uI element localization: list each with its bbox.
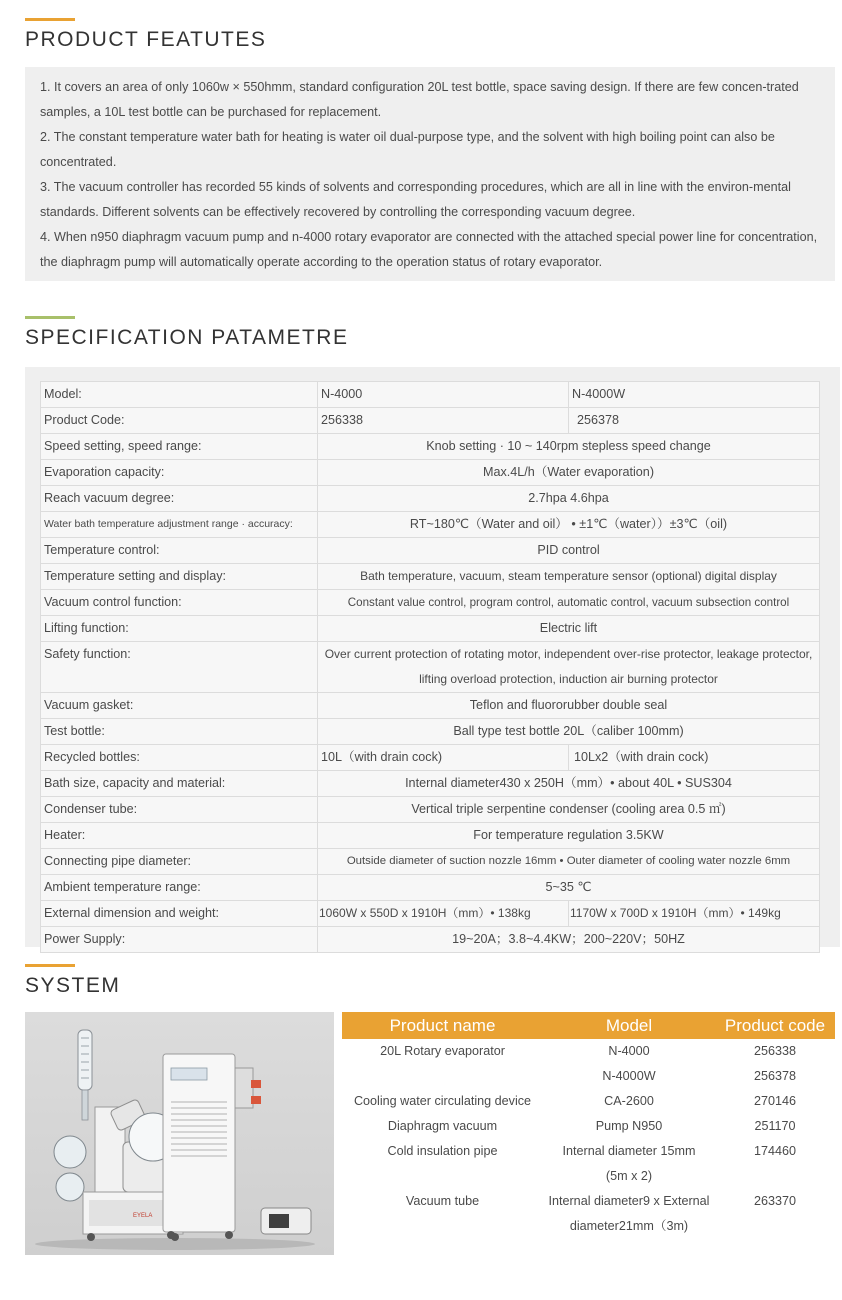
table-row (41, 745, 820, 771)
feature-item: 2. The constant temperature water bath for heating is water oil dual-purpose type, and the solvent with high boiling point can also be concentrated. (40, 130, 775, 169)
product-model: N-4000 (608, 1044, 650, 1058)
spec-value: N-4000W (569, 382, 820, 408)
table-row (342, 1139, 835, 1164)
spec-label: Speed setting, speed range: (41, 434, 318, 460)
product-code: 251170 (754, 1119, 796, 1133)
brand-logo: EYELA (133, 1213, 153, 1219)
system-title: SYSTEM (25, 974, 121, 997)
spec-label: Connecting pipe diameter: (41, 849, 318, 875)
feature-item: 1. It covers an area of only 1060w × 550hmm, standard configuration 20L test bottle, space saving design. If there are few concen-trated samples, a 10L test bottle can be purchased for replacement. (40, 80, 799, 119)
section-accent-bar (25, 964, 75, 967)
spec-value: PID control (318, 538, 820, 564)
product-name: Cooling water circulating device (353, 1094, 532, 1108)
table-row (342, 1114, 835, 1139)
features-panel (25, 67, 835, 281)
spec-label: Reach vacuum degree: (41, 486, 318, 512)
spec-label: Recycled bottles: (41, 745, 318, 771)
spec-label: Vacuum gasket: (41, 693, 318, 719)
spec-label: Vacuum control function: (41, 590, 318, 616)
table-row (41, 823, 820, 849)
table-row (41, 590, 820, 616)
table-row (342, 1089, 835, 1114)
table-row (342, 1214, 835, 1239)
spec-label: Temperature control: (41, 538, 318, 564)
spec-value: Max.4L/h（Water evaporation) (318, 460, 820, 486)
spec-value: 256378 (569, 408, 820, 434)
spec-label: Ambient temperature range: (41, 875, 318, 901)
spec-label: Safety function: (41, 642, 318, 693)
table-row (41, 382, 820, 408)
table-row (41, 616, 820, 642)
table-row (41, 486, 820, 512)
spec-label: Bath size, capacity and material: (41, 771, 318, 797)
spec-label: External dimension and weight: (41, 901, 318, 927)
section-accent-bar (25, 18, 75, 21)
table-row (41, 927, 820, 953)
spec-value: 10Lx2（with drain cock) (569, 745, 820, 771)
product-model: Internal diameter 15mm (562, 1144, 696, 1158)
column-header: Product code (724, 1016, 826, 1035)
spec-label: Lifting function: (41, 616, 318, 642)
system-table-header (342, 1012, 835, 1039)
table-row (41, 719, 820, 745)
spec-value: 2.7hpa 4.6hpa (318, 486, 820, 512)
spec-label: Test bottle: (41, 719, 318, 745)
table-row (41, 642, 820, 693)
product-name (342, 1064, 543, 1089)
table-row (41, 797, 820, 823)
spec-value: 10L（with drain cock) (318, 745, 569, 771)
table-row (342, 1064, 835, 1089)
table-row (342, 1189, 835, 1214)
spec-label: Evaporation capacity: (41, 460, 318, 486)
product-name: 20L Rotary evaporator (380, 1044, 505, 1058)
table-row (41, 460, 820, 486)
spec-label: Model: (41, 382, 318, 408)
table-row (41, 849, 820, 875)
product-model: Internal diameter9 x External (548, 1194, 710, 1208)
spec-value: 1060W x 550D x 1910H（mm）• 138kg (318, 901, 569, 927)
product-model: Pump N950 (595, 1119, 663, 1133)
feature-item: 4. When n950 diaphragm vacuum pump and n-4000 rotary evaporator are connected with the attached special power line for concentration, the diaphragm pump will automatically operate according to the operation status of rotary evaporator. (40, 230, 818, 269)
section-accent-bar (25, 316, 75, 319)
product-code: 256378 (753, 1069, 797, 1083)
rotary-evaporator-illustration (25, 1012, 334, 1255)
product-code: 256338 (753, 1044, 797, 1058)
product-code (715, 1164, 835, 1189)
product-name (342, 1214, 543, 1239)
table-row (41, 408, 820, 434)
product-photo (25, 1012, 334, 1255)
product-name: Diaphragm vacuum (387, 1119, 498, 1133)
features-title: PRODUCT FEATUTES (25, 28, 267, 51)
table-row (41, 538, 820, 564)
table-row (342, 1039, 835, 1064)
spec-label: Heater: (41, 823, 318, 849)
product-model: (5m x 2) (605, 1169, 653, 1183)
column-header: Product name (389, 1016, 496, 1035)
table-row (342, 1164, 835, 1189)
product-model: diameter21mm（3m) (569, 1219, 689, 1233)
spec-panel (25, 367, 840, 947)
spec-label: Product Code: (41, 408, 318, 434)
table-row (41, 875, 820, 901)
spec-label: Water bath temperature adjustment range · accuracy: (41, 512, 318, 538)
system-table (342, 1012, 835, 1239)
spec-value: Electric lift (318, 616, 820, 642)
spec-value: Constant value control, program control, automatic control, vacuum subsection control (318, 590, 820, 616)
product-name: Cold insulation pipe (387, 1144, 498, 1158)
spec-value: Teflon and fluororubber double seal (318, 693, 820, 719)
table-row (41, 434, 820, 460)
spec-label: Power Supply: (41, 927, 318, 953)
product-model: CA-2600 (604, 1094, 654, 1108)
product-code: 270146 (753, 1094, 797, 1108)
spec-value: Outside diameter of suction nozzle 16mm • Outer diameter of cooling water nozzle 6mm (318, 849, 820, 875)
table-row (41, 901, 820, 927)
spec-value: Bath temperature, vacuum, steam temperature sensor (optional) digital display (318, 564, 820, 590)
spec-label: Temperature setting and display: (41, 564, 318, 590)
product-model: N-4000W (602, 1069, 656, 1083)
feature-item: 3. The vacuum controller has recorded 55 kinds of solvents and corresponding procedures, which are all in line with the environ-mental standards. Different solvents can be effectively recovered by controlling the corresponding vacuum degree. (40, 180, 791, 219)
spec-value: 256338 (318, 408, 569, 434)
table-row (41, 693, 820, 719)
spec-value: 5~35 ℃ (318, 875, 820, 901)
product-name: Vacuum tube (405, 1194, 480, 1208)
product-name (342, 1164, 543, 1189)
table-row (41, 564, 820, 590)
product-code: 263370 (753, 1194, 797, 1208)
product-code: 174460 (753, 1144, 797, 1158)
spec-value: 1170W x 700D x 1910H（mm）• 149kg (569, 901, 820, 927)
column-header: Model (605, 1016, 653, 1035)
table-row (41, 512, 820, 538)
spec-value: RT~180℃（Water and oil） • ±1℃（water））±3℃（oil) (318, 512, 820, 538)
table-row (41, 771, 820, 797)
spec-value: Vertical triple serpentine condenser (cooling area 0.5 ㎡) (318, 797, 820, 823)
spec-value: Ball type test bottle 20L（caliber 100mm) (318, 719, 820, 745)
spec-table (40, 381, 820, 953)
spec-value: N-4000 (318, 382, 569, 408)
spec-label: Condenser tube: (41, 797, 318, 823)
product-code (715, 1214, 835, 1239)
spec-value: 19~20A；3.8~4.4KW；200~220V；50HZ (318, 927, 820, 953)
spec-value: Knob setting · 10 ~ 140rpm stepless speed change (318, 434, 820, 460)
spec-title: SPECIFICATION PATAMETRE (25, 326, 349, 349)
spec-value: Over current protection of rotating motor, independent over-rise protector, leakage protector, lifting overload protection, induction air burning protector (318, 642, 820, 693)
spec-value: Internal diameter430 x 250H（mm）• about 40L • SUS304 (318, 771, 820, 797)
spec-value: For temperature regulation 3.5KW (318, 823, 820, 849)
